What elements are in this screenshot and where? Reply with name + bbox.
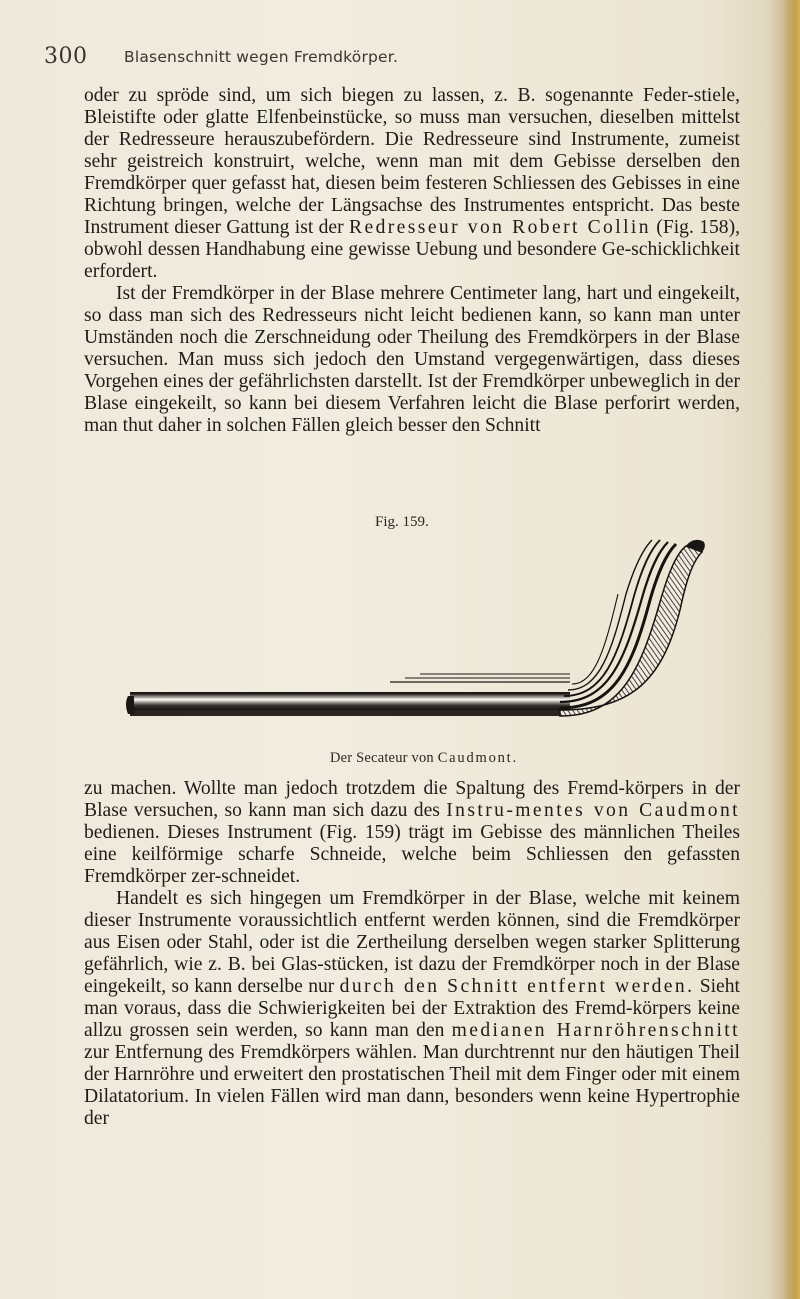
figure-caption: [330, 750, 516, 767]
paragraph-3: [84, 778, 740, 888]
paragraph-4: [84, 888, 740, 1130]
paragraph-2-text-1: Ist der Fremdkörper in der Blase mehrere Centimeter lang, hart und eingekeilt, so dass man sich des Redresseurs nicht leicht bedienen kann, so kann man unter Umständen noch die Zerschneidung oder Theilung des Fremdkörpers in der Blase versuchen. Man muss sich jedoch den Umstand vergegenwärtigen, dass dieses Vorgehen eines der gefährlichsten darstellt. Ist der Fremdkörper unbeweglich in der Blase eingekeilt, so kann bei diesem Verfahren leicht die Blase perforirt werden, man thut daher in solchen Fällen gleich besser den Schnitt: [84, 283, 740, 436]
paragraph-4-text-3: zur Entfernung des Fremdkörpers wählen. Man durchtrennt nur den häutigen Theil der Harnröhre und erweitert den prostatischen Theil mit dem Finger oder mit einem Dilatatorium. In vielen Fällen wird man dann, besonders wenn keine Hypertrophie der: [84, 1042, 740, 1129]
paragraph-4-spaced-term-1: durch den Schnitt entfernt werden.: [339, 976, 695, 997]
page-binding-edge: [782, 0, 800, 1299]
caption-prefix: Der Secateur von: [330, 750, 438, 766]
paragraph-3-spaced-term: Instru-mentes von Caudmont: [446, 800, 740, 821]
paragraph-4-spaced-term-2: medianen Harnröhrenschnitt: [451, 1020, 740, 1041]
paragraph-1-text-1: oder zu spröde sind, um sich biegen zu lassen, z. B. sogenannte Feder-stiele, Bleistifte oder glatte Elfenbeinstücke, so muss man versuchen, dieselben mittelst der Redresseure herauszubefördern. Die Redresseure sind Instrumente, zumeist sehr geistreich konstruirt, welche, wenn man mit dem Gebisse derselben den Fremdkörper quer gefasst hat, diesen beim festeren Schliessen des Gebisses in eine Richtung bringen, welche der Längsachse des Instrumentes entspricht. Das beste Instrument dieser Gattung ist der: [84, 85, 740, 238]
page-header: [44, 44, 744, 74]
page-number: 300: [44, 44, 88, 69]
caption-suffix: .: [512, 750, 517, 766]
figure-label: Fig. 159.: [375, 514, 429, 530]
instrument-shaft: [126, 674, 570, 716]
paragraph-1-spaced-term: Redresseur von Robert Collin: [349, 217, 651, 238]
bottom-text-block: [84, 778, 740, 1130]
instrument-curved-beak: [560, 540, 705, 716]
paragraph-4-text-1: Handelt es sich hingegen um Fremdkörper in der Blase, welche mit keinem dieser Instrumente voraussichtlich entfernt werden können, sind die Fremdkörper aus Eisen oder Stahl, oder ist die Zertheilung derselben wegen starker Splitterung gefährlich, wie z. B. bei Glas-stücken, ist dazu der Fremdkörper noch in der Blase eingekeilt, so kann derselbe nur: [84, 888, 740, 997]
paragraph-1: [84, 85, 740, 283]
paragraph-2: [84, 283, 740, 437]
paragraph-1-text-2: (Fig. 158), obwohl dessen Handhabung eine gewisse Uebung und besondere Ge-schicklichkeit erfordert.: [84, 217, 741, 282]
paragraph-4-text-2: Sieht man voraus, dass die Schwierigkeiten bei der Extraktion des Fremd-körpers keine allzu grossen sein werden, so kann man den: [84, 976, 740, 1041]
caption-name: Caudmont: [437, 750, 513, 766]
secateur-illustration: [120, 532, 720, 742]
running-title: Blasenschnitt wegen Fremdkörper.: [124, 48, 399, 66]
paragraph-3-text-1: zu machen. Wollte man jedoch trotzdem die Spaltung des Fremd-körpers in der Blase versuchen, so kann man sich dazu des: [84, 778, 740, 821]
top-text-block: [84, 85, 740, 437]
paragraph-3-text-2: bedienen. Dieses Instrument (Fig. 159) trägt im Gebisse des männlichen Theiles eine keilförmige scharfe Schneide, welche beim Schliessen den gefassten Fremdkörper zer-schneidet.: [84, 822, 740, 887]
